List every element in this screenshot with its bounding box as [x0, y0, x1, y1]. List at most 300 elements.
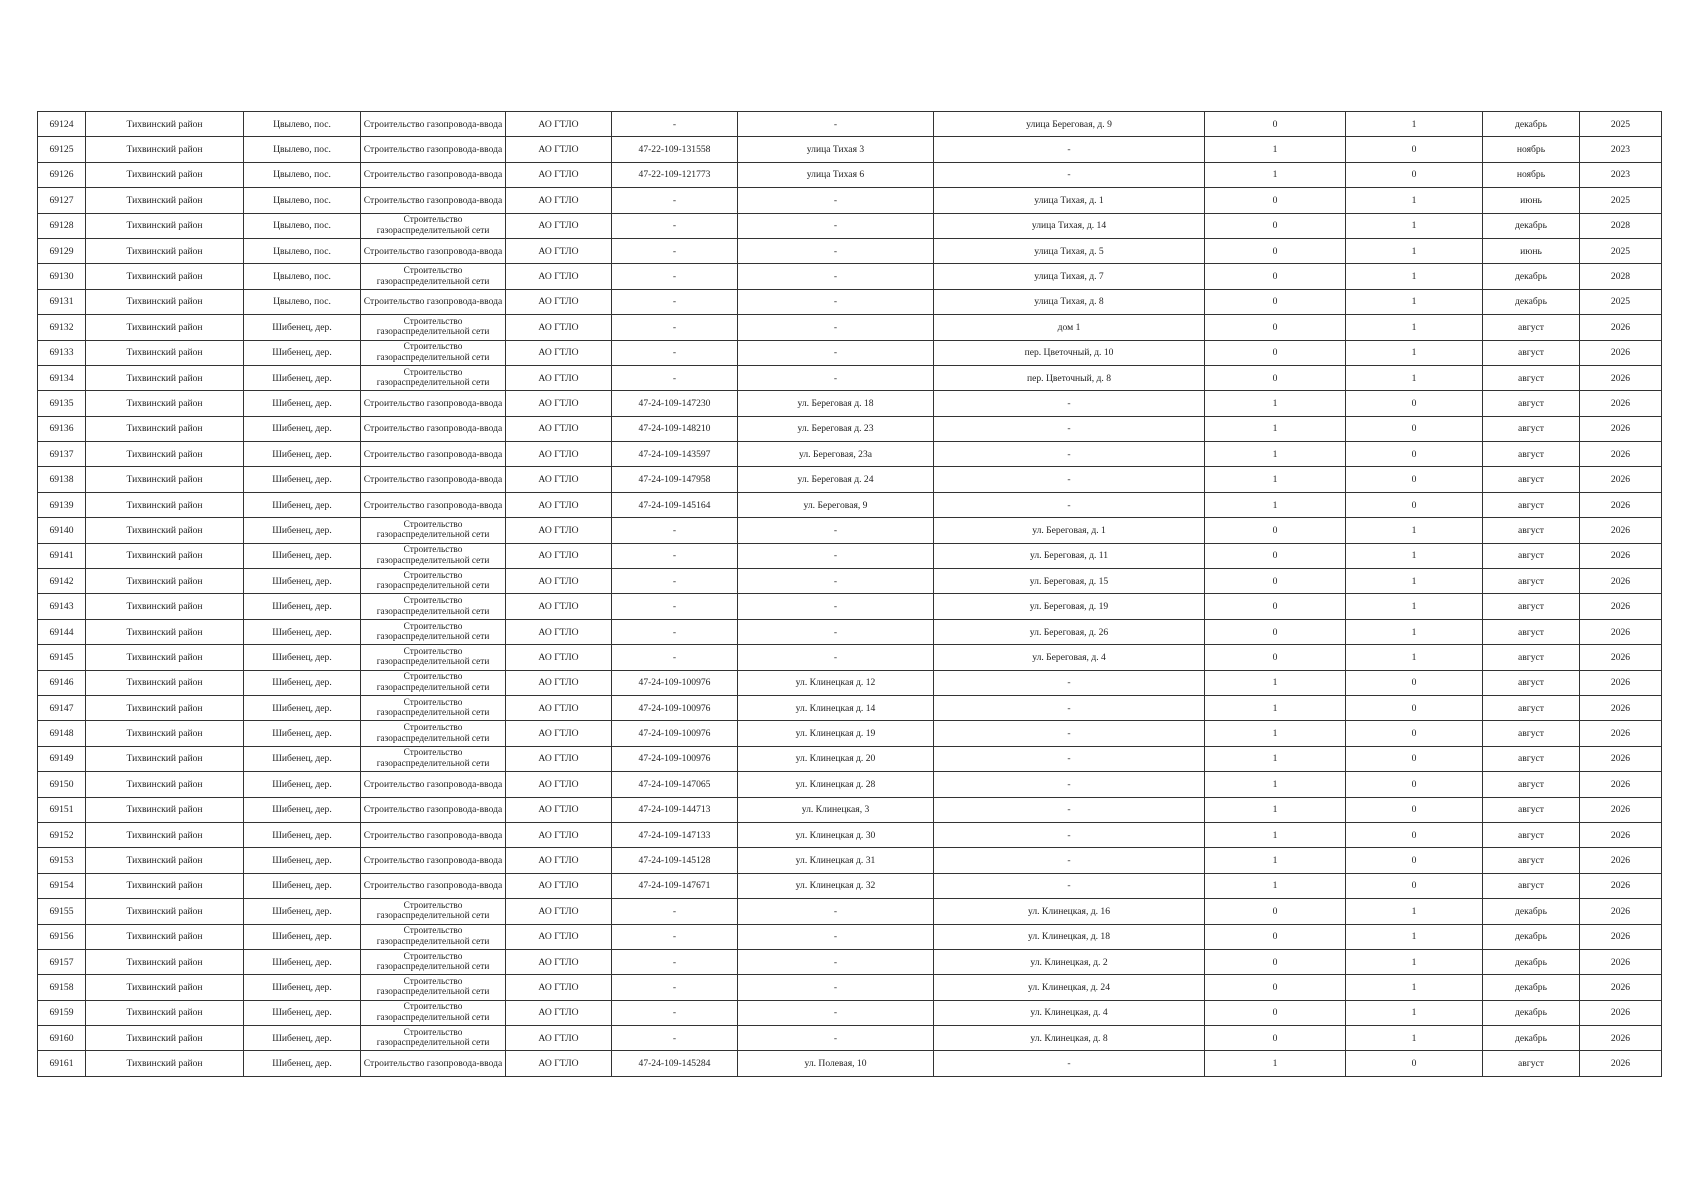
organization-cell: АО ГТЛО	[506, 695, 612, 720]
month-cell: август	[1483, 365, 1580, 390]
table-row	[38, 822, 1662, 847]
settlement-cell: Шибенец, дер.	[244, 873, 361, 898]
connection-address-cell: улица Тихая, д. 7	[934, 264, 1205, 289]
month-cell: июнь	[1483, 238, 1580, 263]
count-a-cell: 0	[1205, 238, 1346, 263]
table-row	[38, 213, 1662, 238]
district-cell: Тихвинский район	[86, 924, 244, 949]
organization-cell: АО ГТЛО	[506, 949, 612, 974]
work-type-cell: Строительство газораспределительной сети	[361, 594, 506, 619]
count-a-cell: 0	[1205, 543, 1346, 568]
cadastral-number-cell: 47-24-109-143597	[612, 442, 738, 467]
settlement-cell: Цвылево, пос.	[244, 188, 361, 213]
settlement-cell: Шибенец, дер.	[244, 645, 361, 670]
month-cell: декабрь	[1483, 924, 1580, 949]
district-cell: Тихвинский район	[86, 695, 244, 720]
settlement-cell: Цвылево, пос.	[244, 137, 361, 162]
object-address-cell: ул. Береговая д. 23	[738, 416, 934, 441]
count-a-cell: 1	[1205, 721, 1346, 746]
row-id: 69160	[38, 1026, 86, 1051]
settlement-cell: Шибенец, дер.	[244, 442, 361, 467]
connection-address-cell: ул. Береговая, д. 1	[934, 518, 1205, 543]
count-b-cell: 0	[1346, 721, 1483, 746]
table-row	[38, 467, 1662, 492]
cadastral-number-cell: -	[612, 518, 738, 543]
work-type-cell: Строительство газопровода-ввода	[361, 797, 506, 822]
connection-address-cell: ул. Береговая, д. 26	[934, 619, 1205, 644]
cadastral-number-cell: 47-24-109-145164	[612, 492, 738, 517]
work-type-cell: Строительство газораспределительной сети	[361, 365, 506, 390]
year-cell: 2026	[1580, 721, 1662, 746]
count-b-cell: 0	[1346, 467, 1483, 492]
organization-cell: АО ГТЛО	[506, 1051, 612, 1076]
year-cell: 2026	[1580, 1000, 1662, 1025]
count-b-cell: 1	[1346, 315, 1483, 340]
object-address-cell: -	[738, 315, 934, 340]
settlement-cell: Шибенец, дер.	[244, 492, 361, 517]
count-b-cell: 1	[1346, 949, 1483, 974]
row-id: 69155	[38, 899, 86, 924]
month-cell: август	[1483, 340, 1580, 365]
settlement-cell: Шибенец, дер.	[244, 949, 361, 974]
work-type-cell: Строительство газораспределительной сети	[361, 721, 506, 746]
count-a-cell: 0	[1205, 1026, 1346, 1051]
cadastral-number-cell: -	[612, 188, 738, 213]
object-address-cell: ул. Береговая д. 18	[738, 391, 934, 416]
table-row	[38, 975, 1662, 1000]
table-row	[38, 721, 1662, 746]
month-cell: август	[1483, 619, 1580, 644]
connection-address-cell: улица Тихая, д. 1	[934, 188, 1205, 213]
row-id: 69143	[38, 594, 86, 619]
row-id: 69154	[38, 873, 86, 898]
organization-cell: АО ГТЛО	[506, 975, 612, 1000]
year-cell: 2026	[1580, 416, 1662, 441]
connection-address-cell: -	[934, 797, 1205, 822]
connection-address-cell: ул. Клинецкая, д. 2	[934, 949, 1205, 974]
object-address-cell: -	[738, 188, 934, 213]
table-row	[38, 518, 1662, 543]
organization-cell: АО ГТЛО	[506, 162, 612, 187]
table-row	[38, 772, 1662, 797]
count-b-cell: 1	[1346, 365, 1483, 390]
count-a-cell: 0	[1205, 188, 1346, 213]
cadastral-number-cell: -	[612, 543, 738, 568]
settlement-cell: Шибенец, дер.	[244, 594, 361, 619]
table-row	[38, 569, 1662, 594]
object-address-cell: улица Тихая 6	[738, 162, 934, 187]
object-address-cell: -	[738, 289, 934, 314]
month-cell: август	[1483, 492, 1580, 517]
month-cell: декабрь	[1483, 1000, 1580, 1025]
row-id: 69151	[38, 797, 86, 822]
organization-cell: АО ГТЛО	[506, 619, 612, 644]
organization-cell: АО ГТЛО	[506, 1026, 612, 1051]
district-cell: Тихвинский район	[86, 619, 244, 644]
cadastral-number-cell: 47-24-109-147230	[612, 391, 738, 416]
settlement-cell: Шибенец, дер.	[244, 1051, 361, 1076]
settlement-cell: Шибенец, дер.	[244, 899, 361, 924]
cadastral-number-cell: 47-24-109-147671	[612, 873, 738, 898]
organization-cell: АО ГТЛО	[506, 137, 612, 162]
object-address-cell: ул. Клинецкая д. 12	[738, 670, 934, 695]
count-b-cell: 0	[1346, 873, 1483, 898]
work-type-cell: Строительство газораспределительной сети	[361, 949, 506, 974]
district-cell: Тихвинский район	[86, 670, 244, 695]
organization-cell: АО ГТЛО	[506, 188, 612, 213]
count-a-cell: 1	[1205, 695, 1346, 720]
connection-address-cell: -	[934, 467, 1205, 492]
organization-cell: АО ГТЛО	[506, 822, 612, 847]
year-cell: 2026	[1580, 899, 1662, 924]
object-address-cell: -	[738, 518, 934, 543]
district-cell: Тихвинский район	[86, 238, 244, 263]
connection-address-cell: пер. Цветочный, д. 10	[934, 340, 1205, 365]
table-row	[38, 416, 1662, 441]
row-id: 69128	[38, 213, 86, 238]
count-a-cell: 0	[1205, 264, 1346, 289]
year-cell: 2026	[1580, 772, 1662, 797]
organization-cell: АО ГТЛО	[506, 442, 612, 467]
cadastral-number-cell: 47-22-109-121773	[612, 162, 738, 187]
count-a-cell: 0	[1205, 518, 1346, 543]
settlement-cell: Шибенец, дер.	[244, 822, 361, 847]
district-cell: Тихвинский район	[86, 162, 244, 187]
cadastral-number-cell: -	[612, 238, 738, 263]
year-cell: 2026	[1580, 975, 1662, 1000]
organization-cell: АО ГТЛО	[506, 416, 612, 441]
connection-address-cell: -	[934, 721, 1205, 746]
district-cell: Тихвинский район	[86, 721, 244, 746]
district-cell: Тихвинский район	[86, 213, 244, 238]
district-cell: Тихвинский район	[86, 949, 244, 974]
row-id: 69159	[38, 1000, 86, 1025]
object-address-cell: -	[738, 1000, 934, 1025]
month-cell: август	[1483, 1051, 1580, 1076]
row-id: 69158	[38, 975, 86, 1000]
work-type-cell: Строительство газопровода-ввода	[361, 137, 506, 162]
count-b-cell: 1	[1346, 975, 1483, 1000]
year-cell: 2026	[1580, 822, 1662, 847]
count-a-cell: 1	[1205, 670, 1346, 695]
work-type-cell: Строительство газораспределительной сети	[361, 264, 506, 289]
year-cell: 2026	[1580, 873, 1662, 898]
row-id: 69136	[38, 416, 86, 441]
count-b-cell: 1	[1346, 899, 1483, 924]
month-cell: август	[1483, 442, 1580, 467]
count-a-cell: 0	[1205, 949, 1346, 974]
month-cell: июнь	[1483, 188, 1580, 213]
count-a-cell: 0	[1205, 645, 1346, 670]
work-type-cell: Строительство газопровода-ввода	[361, 162, 506, 187]
object-address-cell: ул. Береговая, 23а	[738, 442, 934, 467]
connection-address-cell: улица Тихая, д. 14	[934, 213, 1205, 238]
year-cell: 2026	[1580, 1051, 1662, 1076]
district-cell: Тихвинский район	[86, 518, 244, 543]
count-b-cell: 1	[1346, 924, 1483, 949]
connection-address-cell: -	[934, 1051, 1205, 1076]
connection-address-cell: -	[934, 848, 1205, 873]
work-type-cell: Строительство газопровода-ввода	[361, 289, 506, 314]
count-a-cell: 1	[1205, 162, 1346, 187]
work-type-cell: Строительство газопровода-ввода	[361, 848, 506, 873]
cadastral-number-cell: -	[612, 1026, 738, 1051]
object-address-cell: -	[738, 213, 934, 238]
organization-cell: АО ГТЛО	[506, 645, 612, 670]
settlement-cell: Шибенец, дер.	[244, 315, 361, 340]
count-b-cell: 1	[1346, 594, 1483, 619]
settlement-cell: Шибенец, дер.	[244, 391, 361, 416]
organization-cell: АО ГТЛО	[506, 365, 612, 390]
count-b-cell: 0	[1346, 746, 1483, 771]
count-a-cell: 0	[1205, 924, 1346, 949]
year-cell: 2026	[1580, 492, 1662, 517]
table-row	[38, 848, 1662, 873]
work-type-cell: Строительство газораспределительной сети	[361, 619, 506, 644]
month-cell: август	[1483, 848, 1580, 873]
connection-address-cell: улица Тихая, д. 8	[934, 289, 1205, 314]
work-type-cell: Строительство газопровода-ввода	[361, 822, 506, 847]
object-address-cell: -	[738, 569, 934, 594]
year-cell: 2025	[1580, 112, 1662, 137]
object-address-cell: -	[738, 1026, 934, 1051]
organization-cell: АО ГТЛО	[506, 797, 612, 822]
object-address-cell: ул. Клинецкая д. 19	[738, 721, 934, 746]
month-cell: август	[1483, 645, 1580, 670]
organization-cell: АО ГТЛО	[506, 492, 612, 517]
row-id: 69140	[38, 518, 86, 543]
cadastral-number-cell: 47-24-109-148210	[612, 416, 738, 441]
cadastral-number-cell: 47-24-109-100976	[612, 721, 738, 746]
cadastral-number-cell: -	[612, 264, 738, 289]
table-row	[38, 1000, 1662, 1025]
count-a-cell: 1	[1205, 442, 1346, 467]
row-id: 69126	[38, 162, 86, 187]
year-cell: 2025	[1580, 289, 1662, 314]
district-cell: Тихвинский район	[86, 1026, 244, 1051]
district-cell: Тихвинский район	[86, 797, 244, 822]
count-a-cell: 0	[1205, 112, 1346, 137]
organization-cell: АО ГТЛО	[506, 746, 612, 771]
work-type-cell: Строительство газопровода-ввода	[361, 492, 506, 517]
settlement-cell: Шибенец, дер.	[244, 772, 361, 797]
count-a-cell: 0	[1205, 619, 1346, 644]
connection-address-cell: -	[934, 695, 1205, 720]
district-cell: Тихвинский район	[86, 264, 244, 289]
connection-address-cell: -	[934, 822, 1205, 847]
count-a-cell: 0	[1205, 899, 1346, 924]
row-id: 69144	[38, 619, 86, 644]
work-type-cell: Строительство газопровода-ввода	[361, 873, 506, 898]
month-cell: август	[1483, 822, 1580, 847]
month-cell: декабрь	[1483, 899, 1580, 924]
count-b-cell: 1	[1346, 569, 1483, 594]
table-row	[38, 492, 1662, 517]
year-cell: 2026	[1580, 924, 1662, 949]
organization-cell: АО ГТЛО	[506, 289, 612, 314]
object-address-cell: улица Тихая 3	[738, 137, 934, 162]
object-address-cell: ул. Береговая, 9	[738, 492, 934, 517]
settlement-cell: Цвылево, пос.	[244, 289, 361, 314]
year-cell: 2026	[1580, 619, 1662, 644]
organization-cell: АО ГТЛО	[506, 899, 612, 924]
cadastral-number-cell: 47-24-109-147133	[612, 822, 738, 847]
month-cell: август	[1483, 416, 1580, 441]
object-address-cell: ул. Полевая, 10	[738, 1051, 934, 1076]
organization-cell: АО ГТЛО	[506, 238, 612, 263]
row-id: 69157	[38, 949, 86, 974]
count-a-cell: 0	[1205, 365, 1346, 390]
month-cell: август	[1483, 746, 1580, 771]
cadastral-number-cell: 47-24-109-100976	[612, 695, 738, 720]
table-row	[38, 619, 1662, 644]
month-cell: декабрь	[1483, 1026, 1580, 1051]
month-cell: август	[1483, 518, 1580, 543]
connection-address-cell: улица Тихая, д. 5	[934, 238, 1205, 263]
connection-address-cell: ул. Клинецкая, д. 24	[934, 975, 1205, 1000]
year-cell: 2026	[1580, 1026, 1662, 1051]
object-address-cell: -	[738, 340, 934, 365]
year-cell: 2025	[1580, 238, 1662, 263]
object-address-cell: ул. Клинецкая, 3	[738, 797, 934, 822]
district-cell: Тихвинский район	[86, 822, 244, 847]
settlement-cell: Шибенец, дер.	[244, 569, 361, 594]
work-type-cell: Строительство газораспределительной сети	[361, 670, 506, 695]
work-type-cell: Строительство газораспределительной сети	[361, 645, 506, 670]
connection-address-cell: ул. Клинецкая, д. 16	[934, 899, 1205, 924]
cadastral-number-cell: -	[612, 289, 738, 314]
district-cell: Тихвинский район	[86, 289, 244, 314]
table-row	[38, 112, 1662, 137]
count-b-cell: 0	[1346, 695, 1483, 720]
row-id: 69131	[38, 289, 86, 314]
district-cell: Тихвинский район	[86, 1051, 244, 1076]
month-cell: декабрь	[1483, 975, 1580, 1000]
year-cell: 2026	[1580, 315, 1662, 340]
settlement-cell: Шибенец, дер.	[244, 746, 361, 771]
connection-address-cell: -	[934, 492, 1205, 517]
organization-cell: АО ГТЛО	[506, 340, 612, 365]
district-cell: Тихвинский район	[86, 391, 244, 416]
row-id: 69145	[38, 645, 86, 670]
count-a-cell: 1	[1205, 391, 1346, 416]
settlement-cell: Шибенец, дер.	[244, 1026, 361, 1051]
count-b-cell: 0	[1346, 137, 1483, 162]
cadastral-number-cell: -	[612, 569, 738, 594]
document-sheet	[37, 111, 1662, 1077]
table-row	[38, 264, 1662, 289]
cadastral-number-cell: 47-24-109-145128	[612, 848, 738, 873]
count-b-cell: 1	[1346, 264, 1483, 289]
connection-address-cell: ул. Береговая, д. 4	[934, 645, 1205, 670]
settlement-cell: Шибенец, дер.	[244, 721, 361, 746]
district-cell: Тихвинский район	[86, 1000, 244, 1025]
object-address-cell: ул. Клинецкая д. 31	[738, 848, 934, 873]
work-type-cell: Строительство газораспределительной сети	[361, 899, 506, 924]
count-b-cell: 0	[1346, 797, 1483, 822]
connection-address-cell: -	[934, 391, 1205, 416]
year-cell: 2026	[1580, 645, 1662, 670]
work-type-cell: Строительство газораспределительной сети	[361, 1026, 506, 1051]
row-id: 69130	[38, 264, 86, 289]
settlement-cell: Цвылево, пос.	[244, 264, 361, 289]
year-cell: 2026	[1580, 391, 1662, 416]
year-cell: 2025	[1580, 188, 1662, 213]
table-row	[38, 442, 1662, 467]
count-b-cell: 1	[1346, 518, 1483, 543]
count-a-cell: 1	[1205, 873, 1346, 898]
count-a-cell: 0	[1205, 1000, 1346, 1025]
count-a-cell: 1	[1205, 772, 1346, 797]
connection-address-cell: ул. Береговая, д. 19	[934, 594, 1205, 619]
count-b-cell: 0	[1346, 391, 1483, 416]
table-row	[38, 746, 1662, 771]
year-cell: 2026	[1580, 670, 1662, 695]
table-row	[38, 340, 1662, 365]
count-b-cell: 0	[1346, 1051, 1483, 1076]
organization-cell: АО ГТЛО	[506, 543, 612, 568]
month-cell: август	[1483, 797, 1580, 822]
work-type-cell: Строительство газораспределительной сети	[361, 543, 506, 568]
month-cell: август	[1483, 315, 1580, 340]
count-a-cell: 1	[1205, 137, 1346, 162]
count-a-cell: 1	[1205, 492, 1346, 517]
count-b-cell: 1	[1346, 340, 1483, 365]
month-cell: август	[1483, 670, 1580, 695]
work-type-cell: Строительство газораспределительной сети	[361, 975, 506, 1000]
organization-cell: АО ГТЛО	[506, 924, 612, 949]
table-row	[38, 873, 1662, 898]
table-row	[38, 924, 1662, 949]
count-a-cell: 1	[1205, 797, 1346, 822]
work-type-cell: Строительство газораспределительной сети	[361, 746, 506, 771]
count-b-cell: 1	[1346, 645, 1483, 670]
cadastral-number-cell: -	[612, 924, 738, 949]
cadastral-number-cell: -	[612, 340, 738, 365]
row-id: 69129	[38, 238, 86, 263]
table-row	[38, 645, 1662, 670]
object-address-cell: ул. Клинецкая д. 14	[738, 695, 934, 720]
connection-address-cell: -	[934, 442, 1205, 467]
gas-connections-table	[37, 111, 1662, 1077]
cadastral-number-cell: -	[612, 315, 738, 340]
connection-address-cell: -	[934, 670, 1205, 695]
table-row	[38, 797, 1662, 822]
district-cell: Тихвинский район	[86, 315, 244, 340]
table-row	[38, 188, 1662, 213]
count-a-cell: 1	[1205, 416, 1346, 441]
settlement-cell: Шибенец, дер.	[244, 365, 361, 390]
month-cell: август	[1483, 467, 1580, 492]
month-cell: август	[1483, 543, 1580, 568]
organization-cell: АО ГТЛО	[506, 873, 612, 898]
row-id: 69133	[38, 340, 86, 365]
object-address-cell: ул. Клинецкая д. 28	[738, 772, 934, 797]
cadastral-number-cell: 47-24-109-147065	[612, 772, 738, 797]
table-row	[38, 543, 1662, 568]
connection-address-cell: -	[934, 746, 1205, 771]
month-cell: август	[1483, 772, 1580, 797]
month-cell: декабрь	[1483, 949, 1580, 974]
settlement-cell: Цвылево, пос.	[244, 162, 361, 187]
row-id: 69153	[38, 848, 86, 873]
object-address-cell: -	[738, 112, 934, 137]
count-a-cell: 1	[1205, 822, 1346, 847]
settlement-cell: Шибенец, дер.	[244, 695, 361, 720]
month-cell: август	[1483, 391, 1580, 416]
district-cell: Тихвинский район	[86, 416, 244, 441]
year-cell: 2026	[1580, 365, 1662, 390]
